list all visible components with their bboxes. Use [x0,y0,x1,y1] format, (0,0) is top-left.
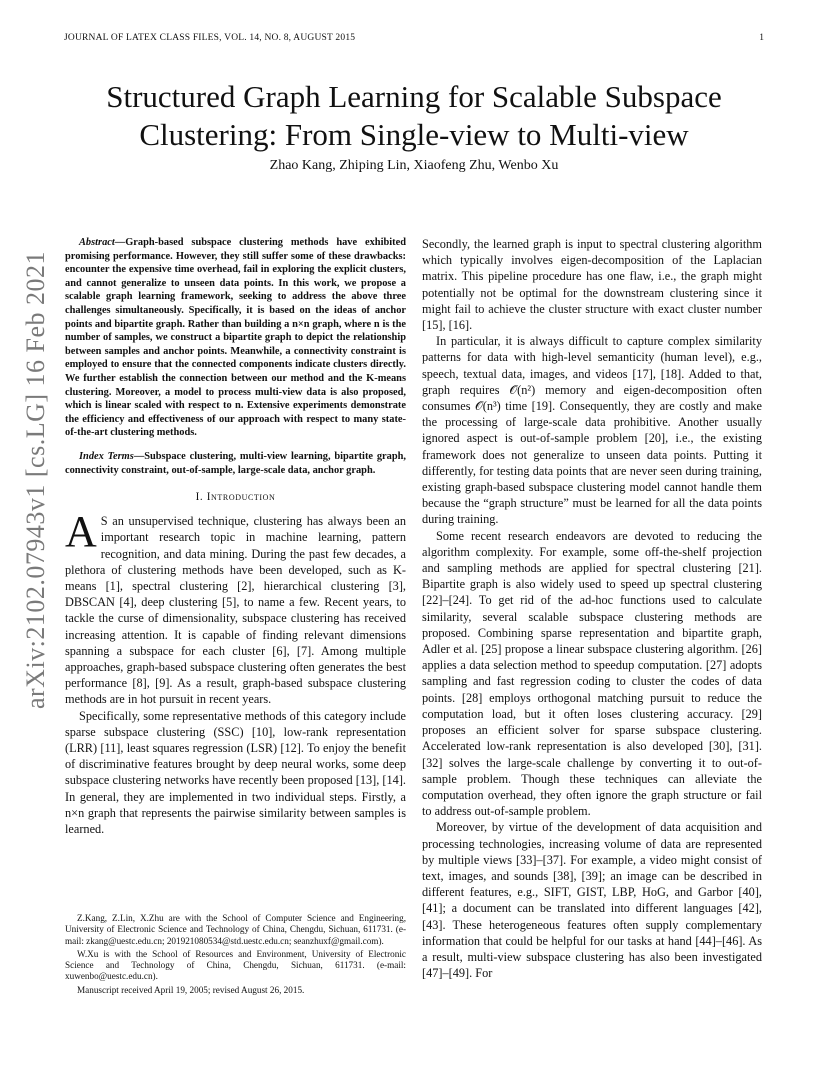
author-list: Zhao Kang, Zhiping Lin, Xiaofeng Zhu, Wenbo Xu [269,158,559,173]
right-paragraph-3: Some recent research endeavors are devoted to reducing the algorithm complexity. For example, some off-the-shelf projection and sampling methods are applied for spectral clustering [21]. Bipartite graph is also widely used to speed up spectral clustering [22]–[24]. To get rid of the ad-hoc functions used to calculate similarity, several scalable subspace clustering methods are proposed. Combining sparse representation and bipartite graph, Adler et al. [25] propose a linear subspace clustering algorithm. [26] applies a data selection method to speedup computation. [27] adopts sampling and fast regression coding to cluster the codes of data points. [28] employs orthogonal matching pursuit to reduce the computation load, but it often loses clustering accuracy. [29] proposes an efficient solver for sparse subspace clustering. Accelerated low-rank representation is also developed [30], [31]. [32] solves the large-scale challenge by converting it to out-of-sample problem. Though these techniques can alleviate the computation overhead, they often ignore the graph structure or fail to address out-of-sample problem. [422,528,762,819]
right-paragraph-4: Moreover, by virtue of the development of data acquisition and processing technologies, increasing volume of data are represented by multiple views [33]–[37]. For example, a video might consist of text, images, and sounds [38], [39]; an image can be described in different features, e.g., SIFT, GIST, LBP, HoG, and Garbor [40], [41]; a document can be translated into different languages [42], [43]. These heterogeneous features often supply complementary information that could be helpful for our tasks at hand [44]–[46]. As a result, multi-view subspace clustering has also been investigated [47]–[49]. For [422,820,762,981]
page-number: 1 [759,33,764,43]
index-terms [65,450,406,477]
right-column [422,236,762,981]
footnote-affiliation-2: W.Xu is with the School of Resources and Environment, University of Electronic Science and Technology of China, Chengdu, Sichuan, 611731. (e-mail: xuwenbo@uestc.edu.cn). [65,948,406,982]
intro-paragraph-1 [65,507,406,707]
intro-paragraph-1-text: S an unsupervised technique, clustering has always been an important research topic in machine learning, pattern recognition, and data mining. During the past few decades, a plethora of clustering methods have been developed, such as K-means [1], spectral clustering [2], hierarchical clustering [3], DBSCAN [4], deep clustering [5], to name a few. Recent years, to tackle the curse of dimensionality, subspace clustering has received increasing attention. It is capable of finding relevant dimensions spanning a subspace for each cluster [6], [7]. Among multiple approaches, graph-based subspace clustering often generates the best performance [8], [9]. As a result, graph-based subspace clustering methods are in hot pursuit in recent years. [65,514,406,707]
abstract [65,236,406,440]
section-title: Introduction [206,491,276,504]
index-terms-text: —Subspace clustering, multi-view learning, bipartite graph, connectivity constraint, out-of-sample, large-scale data, anchor graph. [65,450,406,476]
left-column [65,236,406,837]
footnote-manuscript: Manuscript received April 19, 2005; revised August 26, 2015. [77,984,305,995]
index-terms-heading: Index Terms [79,450,134,462]
paper-title: Structured Graph Learning for Scalable Subspace Clustering: From Single-view to Multi-view [106,79,722,152]
right-paragraph-1: Secondly, the learned graph is input to spectral clustering algorithm which typically involves eigen-decomposition of the Laplacian matrix. This pipeline procedure has one flaw, i.e., the graph might potentially not be optimal for the downstream clustering since it might fail to achieve the cluster structure with exact cluster number [15], [16]. [422,237,762,333]
abstract-heading: Abstract [79,237,115,248]
running-header: JOURNAL OF LATEX CLASS FILES, VOL. 14, NO. 8, AUGUST 2015 [64,33,356,43]
section-number: I. [195,491,204,504]
section-heading [65,491,406,503]
arxiv-stamp[interactable]: arXiv:2102.07943v1 [cs.LG] 16 Feb 2021 [21,250,50,710]
footnote-affiliation-1: Z.Kang, Z.Lin, X.Zhu are with the School of Computer Science and Engineering, University of Electronic Science and Technology of China, Chengdu, Sichuan, 611731. (e-mail: zkang@uestc.edu.cn; 201921080534@std.uestc.edu.cn; seanzhuxf@gmail.com). [65,913,406,946]
right-paragraph-2: In particular, it is always difficult to capture complex similarity patterns for data with high-level semanticity (human level), e.g., speech, textual data, images, and videos [17], [18]. Added to that, graph requires 𝒪(n²) memory and eigen-decomposition often consumes 𝒪(n³) time [19]. Consequently, they are costly and make the processing of large-scale data prohibitive. Another usually ignored aspect is out-of-sample problem [20], i.e., the existing framework does not generalize to unseen data points. Putting it differently, for testing data points that are never seen during training, existing graph-based subspace clustering model cannot handle them because the “graph structure” must be learned for all the data points during training. [422,334,762,527]
drop-cap: A [65,507,97,557]
footnotes [65,913,406,998]
intro-paragraph-2: Specifically, some representative methods of this category include sparse subspace clustering (SSC) [10], low-rank representation (LRR) [11], least squares regression (LSR) [12]. To enjoy the benefit of discriminative features brought by deep neural works, some deep subspace clustering networks have recently been proposed [13], [14]. In general, they are implemented in two individual steps. Firstly, a n×n graph that represents the pairwise similarity between samples is learned. [65,708,406,836]
abstract-text: —Graph-based subspace clustering methods have exhibited promising performance. However, they still suffer some of these drawbacks: encounter the expensive time overhead, fail in exploring the explicit clusters, and cannot generalize to unseen data points. In this work, we propose a scalable graph learning framework, seeking to address the above three challenges simultaneously. Specifically, it is based on the ideas of anchor points and bipartite graph. Rather than building a n×n graph, where n is the number of samples, we construct a bipartite graph to depict the relationship between samples and anchor points. Meanwhile, a connectivity constraint is employed to ensure that the connected components indicate clusters directly. We further establish the connection between our method and the K-means clustering. Moreover, a model to process multi-view data is also proposed, which is linear scaled with respect to n. Extensive experiments demonstrate the efficiency and effectiveness of our approach with respect to many state-of-the-art clustering methods. [65,237,406,439]
